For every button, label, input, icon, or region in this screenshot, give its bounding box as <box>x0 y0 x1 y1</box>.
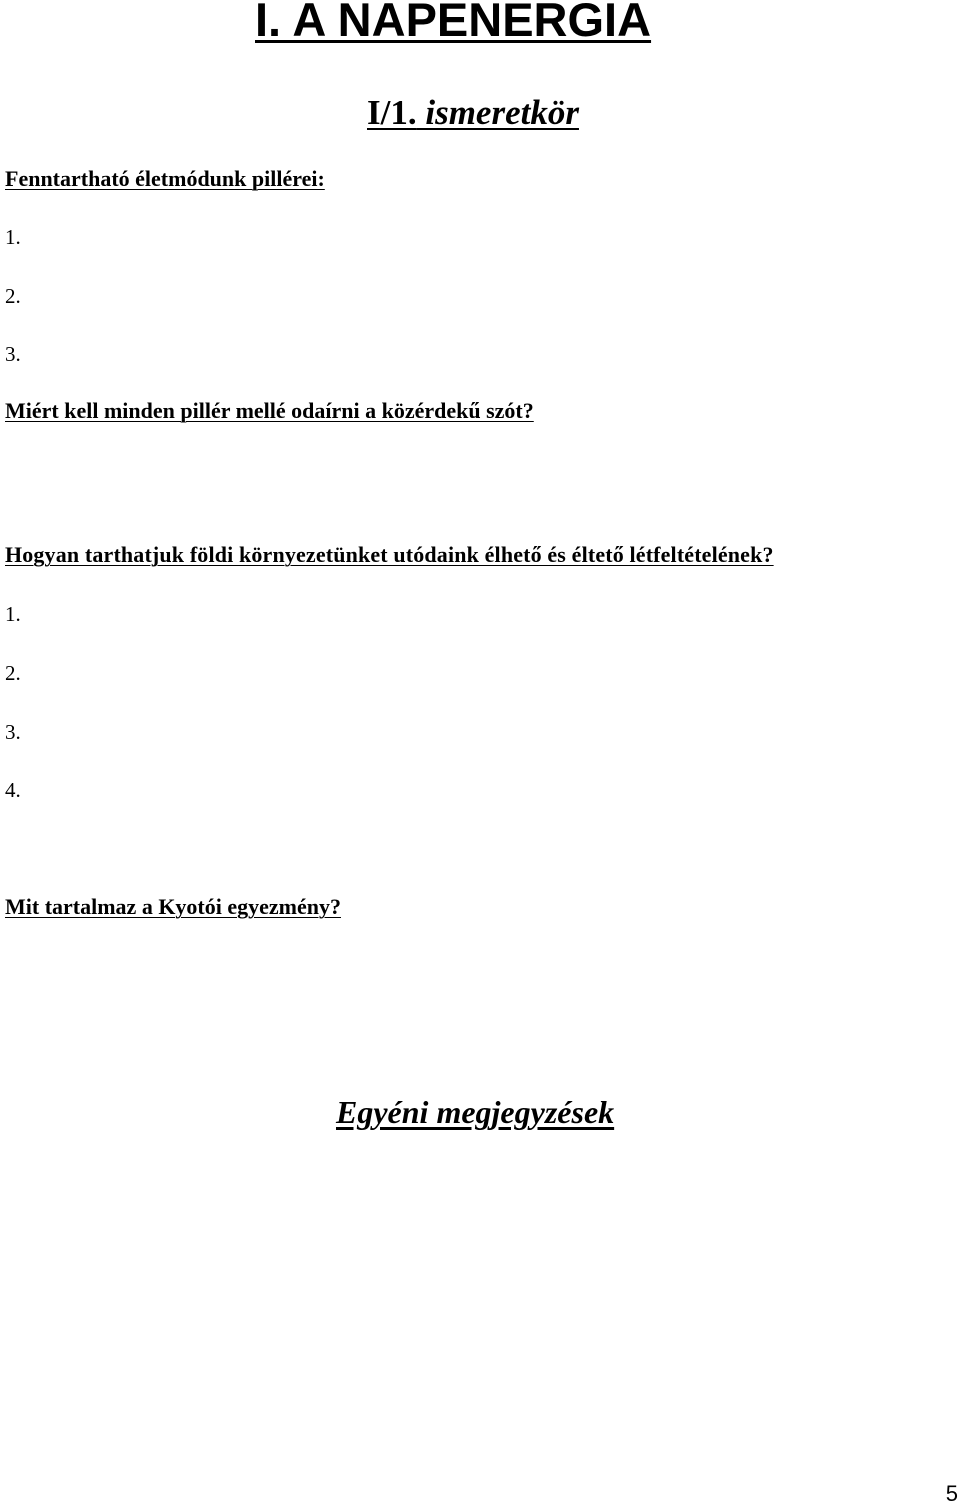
page-number: 5 <box>945 1481 958 1506</box>
page-title: I. A NAPENERGIA <box>255 0 652 46</box>
environment-item-1: 1. <box>5 602 21 626</box>
pillars-heading: Fenntartható életmódunk pillérei: <box>5 166 325 191</box>
pillar-item-2: 2. <box>5 284 21 308</box>
environment-item-4: 4. <box>5 778 21 802</box>
environment-heading: Hogyan tarthatjuk földi környezetünket utódaink élhető és éltető létfeltételének? <box>5 542 774 567</box>
environment-item-2: 2. <box>5 661 21 685</box>
subtitle-rest: ismeretkör <box>416 93 579 132</box>
question-public-interest: Miért kell minden pillér mellé odaírni a közérdekű szót? <box>5 398 534 423</box>
pillar-item-3: 3. <box>5 342 21 366</box>
notes-heading: Egyéni megjegyzések <box>336 1094 615 1130</box>
question-kyoto: Mit tartalmaz a Kyotói egyezmény? <box>5 894 341 919</box>
pillar-item-1: 1. <box>5 225 21 249</box>
section-subtitle <box>367 93 579 133</box>
environment-item-3: 3. <box>5 720 21 744</box>
subtitle-prefix: I/1. <box>367 93 417 132</box>
